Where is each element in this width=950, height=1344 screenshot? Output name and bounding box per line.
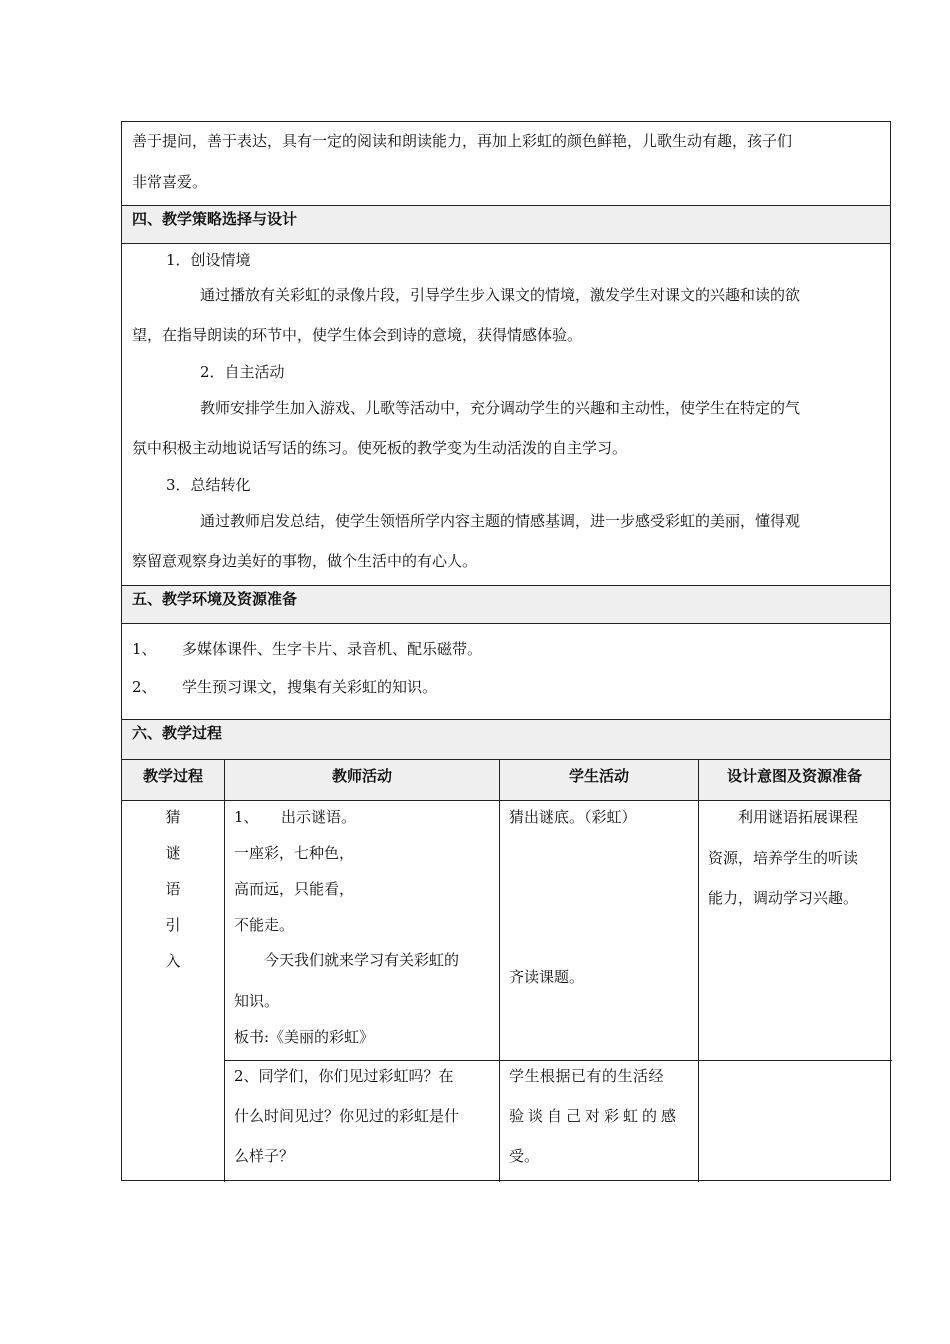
col-header-student: 学生活动 (500, 760, 698, 800)
section-5-title: 五、教学环境及资源准备 (122, 586, 890, 623)
teacher-row2-line-2: 什么时间见过？你见过的彩虹是什 (234, 1107, 460, 1125)
teacher-row1-line-5: 今天我们就来学习有关彩虹的 (234, 951, 460, 969)
strategy-1-line-1: 通过播放有关彩虹的录像片段，引导学生步入课文的情境，激发学生对课文的兴趣和读的欲 (200, 286, 801, 304)
strategy-1-line-2: 望，在指导朗读的环节中，使学生体会到诗的意境，获得情感体验。 (132, 326, 583, 344)
student-row1-read-title: 齐读课题。 (509, 968, 585, 986)
student-row1-answer: 猜出谜底。（彩虹） (509, 808, 637, 826)
teacher-row1-line-7: 板书:《美丽的彩虹》 (234, 1028, 375, 1046)
stage-char-3: 语 (165, 880, 181, 898)
teacher-row1-line-2: 一座彩，七种色， (234, 844, 355, 862)
col-header-design: 设计意图及资源准备 (699, 760, 890, 800)
design-row1-line-2: 资源，培养学生的听读 (708, 849, 859, 867)
teacher-row2-line-3: 么样子？ (234, 1147, 295, 1165)
intro-line-2: 非常喜爱。 (132, 173, 208, 191)
strategy-2-title: 2．自主活动 (200, 363, 285, 381)
col-header-process: 教学过程 (122, 760, 224, 800)
student-row2-line-1: 学生根据已有的生活经 (509, 1067, 665, 1085)
teacher-row1-line-4: 不能走。 (234, 916, 295, 934)
strategy-3-title: 3．总结转化 (166, 476, 251, 494)
lesson-plan-table (121, 121, 891, 1181)
resource-1-text: 多媒体课件、生字卡片、录音机、配乐磁带。 (182, 640, 483, 658)
stage-char-5: 入 (165, 952, 181, 970)
strategy-2-line-1: 教师安排学生加入游戏、儿歌等活动中，充分调动学生的兴趣和主动性，使学生在特定的气 (200, 399, 801, 417)
teacher-row2-line-1: 2、同学们，你们见过彩虹吗？在 (234, 1067, 454, 1085)
intro-line-1: 善于提问，善于表达，具有一定的阅读和朗读能力，再加上彩虹的颜色鲜艳，儿歌生动有趣，孩子们 (132, 132, 793, 150)
teacher-row1-line-1: 1、 出示谜语。 (234, 808, 357, 826)
teacher-row1-line-6: 知识。 (234, 992, 280, 1010)
section-6-title: 六、教学过程 (122, 720, 890, 759)
resource-2-number: 2、 (132, 678, 157, 696)
student-row2-line-3: 受。 (509, 1147, 540, 1165)
section-4-title: 四、教学策略选择与设计 (122, 206, 890, 243)
strategy-1-title: 1．创设情境 (166, 251, 251, 269)
design-row1-line-1: 利用谜语拓展课程 (708, 808, 859, 826)
strategy-3-line-2: 察留意观察身边美好的事物，做个生活中的有心人。 (132, 552, 478, 570)
stage-char-1: 猜 (165, 808, 181, 826)
col-header-teacher: 教师活动 (225, 760, 499, 800)
teacher-row1-line-3: 高而远，只能看， (234, 880, 355, 898)
student-row2-line-2: 验谈自己对彩虹的感 (509, 1107, 681, 1125)
stage-char-2: 谜 (165, 844, 181, 862)
resource-2-text: 学生预习课文，搜集有关彩虹的知识。 (182, 678, 438, 696)
resource-1-number: 1、 (132, 640, 157, 658)
design-row1-line-3: 能力，调动学习兴趣。 (708, 889, 859, 907)
stage-char-4: 引 (165, 916, 181, 934)
strategy-2-line-2: 氛中积极主动地说话写话的练习。使死板的教学变为生动活泼的自主学习。 (132, 439, 628, 457)
strategy-3-line-1: 通过教师启发总结，使学生领悟所学内容主题的情感基调，进一步感受彩虹的美丽，懂得观 (200, 512, 801, 530)
